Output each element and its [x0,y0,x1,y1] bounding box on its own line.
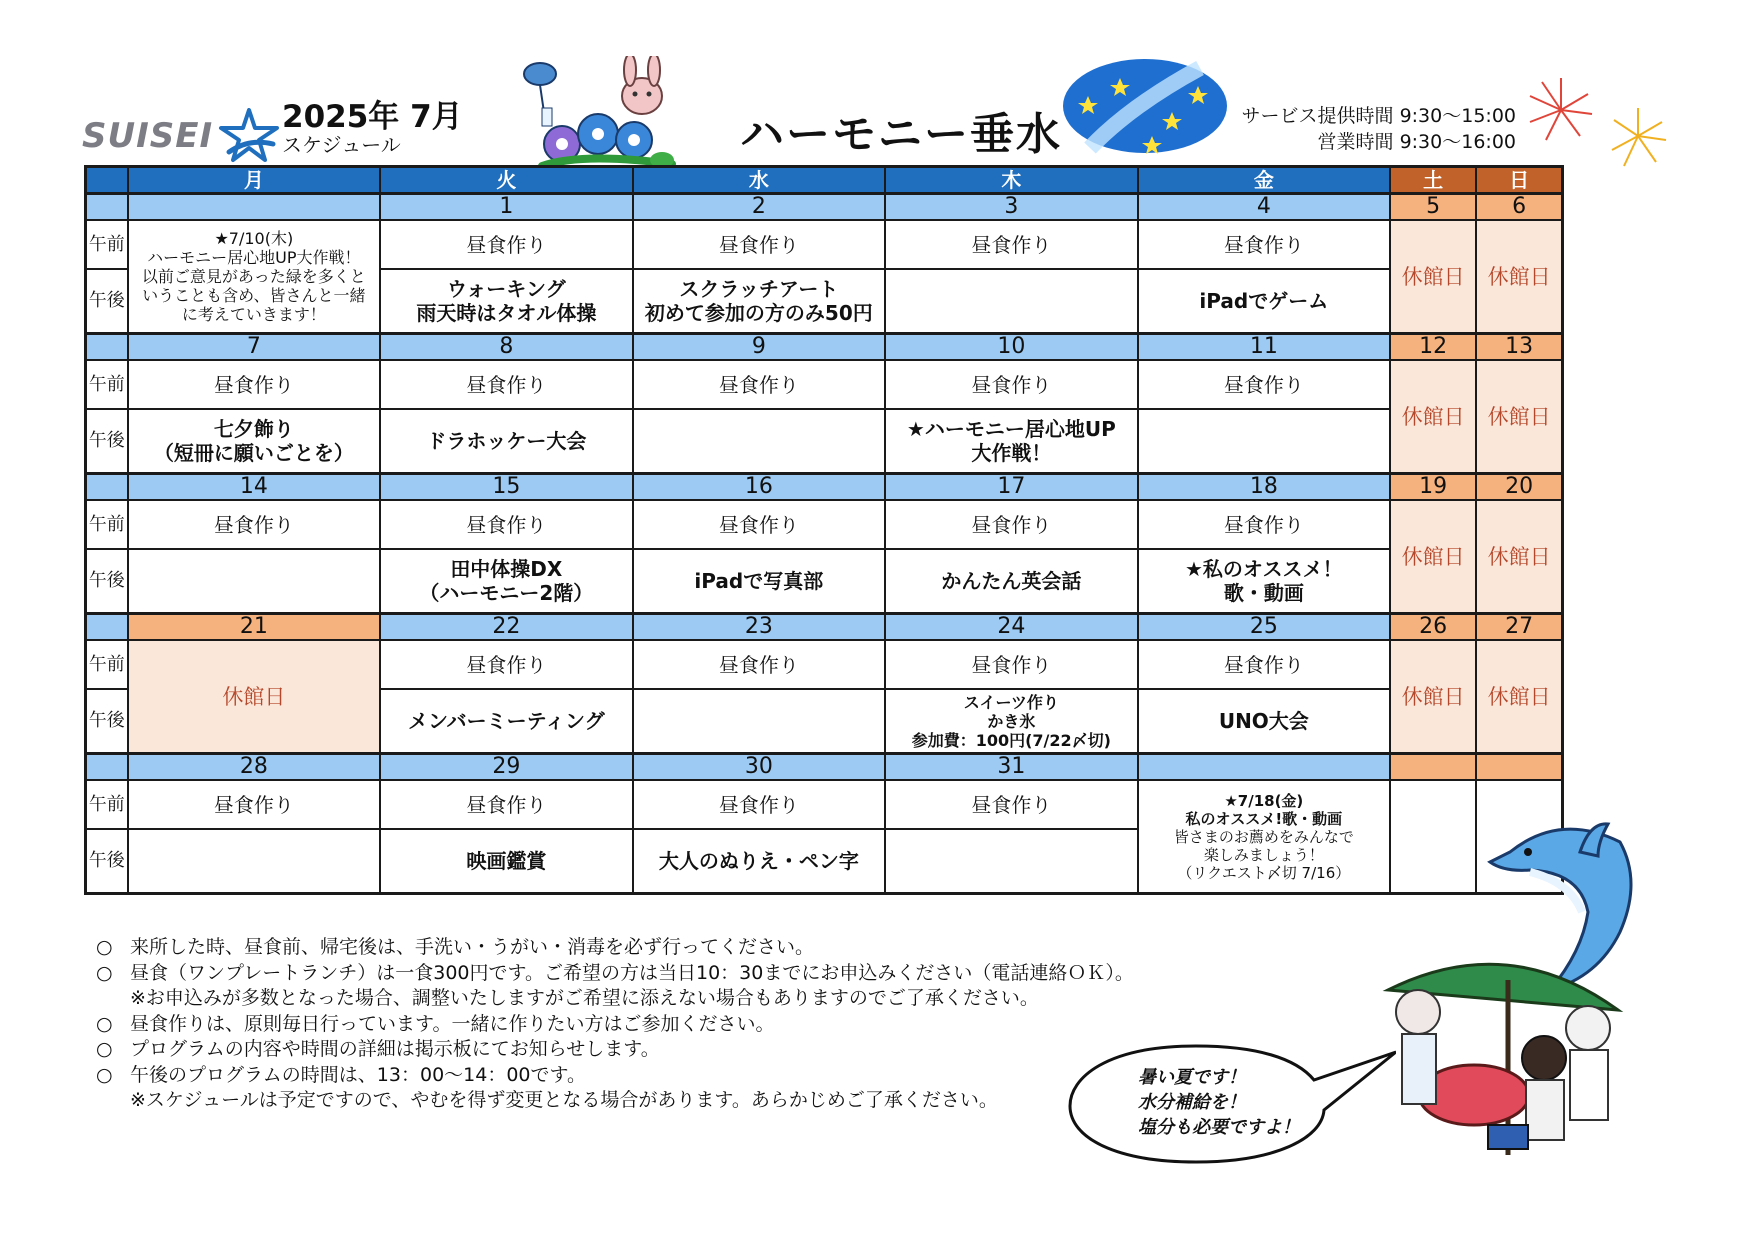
note-text: 昼食（ワンプレートランチ）は一食300円です。ご希望の方は当日10：30までにお申込みください（電話連絡ＯＫ）。 [130,961,1134,984]
year-month: 2025年 7月 [282,99,463,135]
activity-cell: ドラホッケー大会 [380,409,633,474]
date-cell: 27 [1476,614,1562,641]
activity-cell [885,689,1138,754]
activity-cell: メンバーミーティング [380,689,633,754]
note-text: 来所した時、昼食前、帰宅後は、手洗い・うがい・消毒を必ず行ってください。 [130,936,815,958]
slot-label-am: 午前 [86,640,128,689]
event-note-cell [128,220,381,334]
date-spacer [86,614,128,641]
closed-cell: 休館日 [1476,500,1562,614]
date-cell: 31 [885,754,1138,781]
dow-sat: 土 [1390,167,1476,194]
date-cell: 24 [885,614,1138,641]
date-cell: 18 [1138,474,1391,501]
date-cell: 26 [1390,614,1476,641]
note-line: （リクエスト〆切 7/16） [1177,863,1351,882]
date-cell [1138,754,1391,781]
pm-row [86,549,1563,614]
closed-cell: 休館日 [1476,640,1562,754]
activity-line: 歌・動画 [1223,581,1304,605]
date-cell [128,194,381,221]
activity-cell: 昼食作り [380,640,633,689]
activity-cell [128,549,381,614]
activity-line: 参加費：100円(7/22〆切) [911,730,1111,750]
activity-line: ★私のオススメ！ [1184,557,1343,581]
activity-cell [1138,549,1391,614]
empty-cell [1390,780,1476,894]
activity-line: かき氷 [987,711,1036,731]
bullet-circle-icon: ○ [96,1012,113,1035]
bubble-line: 暑い夏です！ [1138,1067,1246,1088]
suisei-logo [82,108,281,164]
activity-cell [633,409,886,474]
bubble-text [1138,1065,1300,1140]
date-row [86,614,1563,641]
closed-cell: 休館日 [1476,220,1562,334]
activity-cell: 昼食作り [1138,640,1391,689]
slot-label-am: 午前 [86,360,128,409]
note-text: 午後のプログラムの時間は、13：00～14：00です。 [130,1063,586,1086]
note-line: 以前ご意見があった緑を多くと [141,267,366,286]
date-cell: 10 [885,334,1138,361]
activity-cell: 昼食作り [128,500,381,549]
date-cell: 12 [1390,334,1476,361]
note-item [96,986,1276,1012]
date-row [86,334,1563,361]
slot-label-pm: 午後 [86,269,128,334]
slot-label-am: 午前 [86,780,128,829]
date-cell: 30 [633,754,886,781]
activity-line: 大作戦！ [971,441,1052,465]
note-item [96,1012,1276,1038]
date-cell: 13 [1476,334,1562,361]
slot-label-am: 午前 [86,500,128,549]
note-text: ※スケジュールは予定ですので、やむを得ず変更となる場合があります。あらかじめご了承ください。 [130,1089,998,1111]
date-cell [1476,754,1562,781]
activity-cell: 昼食作り [380,500,633,549]
date-spacer [86,754,128,781]
bunny-morning-glory-illustration [522,56,712,176]
activity-line: 田中体操DX [450,557,563,581]
date-cell: 28 [128,754,381,781]
dow-tue: 火 [380,167,633,194]
activity-cell: iPadでゲーム [1138,269,1391,334]
closed-cell: 休館日 [1390,360,1476,474]
event-note-cell [1138,780,1391,894]
note-item [96,935,1276,961]
note-text: ※お申込みが多数となった場合、調整いたしますがご希望に添えない場合もありますのでご了承ください。 [130,987,1039,1009]
day-of-week-header [86,167,1563,194]
activity-cell: 昼食作り [633,220,886,269]
beach-characters-illustration [1358,950,1658,1155]
activity-cell: 映画鑑賞 [380,829,633,894]
date-cell: 4 [1138,194,1391,221]
closed-cell: 休館日 [1390,640,1476,754]
date-cell: 14 [128,474,381,501]
activity-cell [1138,409,1391,474]
bullet-circle-icon: ○ [96,961,113,984]
activity-line: スイーツ作り [963,692,1059,712]
activity-cell: 昼食作り [885,500,1138,549]
note-line: 楽しみましょう！ [1203,845,1324,864]
activity-cell [380,269,633,334]
note-line: に考えていきます！ [181,305,326,324]
star-logo-icon [217,108,281,164]
date-cell: 5 [1390,194,1476,221]
am-row [86,220,1563,269]
activity-line: ウォーキング [447,277,566,301]
activity-cell: 昼食作り [885,640,1138,689]
date-cell: 16 [633,474,886,501]
date-row [86,194,1563,221]
slot-label-pm: 午後 [86,409,128,474]
date-cell: 9 [633,334,886,361]
activity-line: 七夕飾り [213,417,294,441]
corner-cell [86,167,128,194]
date-row [86,754,1563,781]
date-cell: 25 [1138,614,1391,641]
activity-line: ★ハーモニー居心地UP [906,417,1116,441]
dow-wed: 水 [633,167,886,194]
activity-cell: 昼食作り [633,780,886,829]
date-row [86,474,1563,501]
activity-line: （短冊に願いごとを） [153,441,354,465]
service-hours-text: サービス提供時間 9:30～15:00 [1241,105,1516,127]
activity-line: 初めて参加の方のみ50円 [644,301,873,325]
closed-cell: 休館日 [1390,220,1476,334]
note-text: 昼食作りは、原則毎日行っています。一緒に作りたい方はご参加ください。 [130,1012,775,1035]
activity-cell: UNO大会 [1138,689,1391,754]
bullet-circle-icon: ○ [96,936,113,958]
date-spacer [86,474,128,501]
bullet-circle-icon: ○ [96,1063,113,1086]
note-line: ハーモニー居心地UP大作戦！ [147,248,361,267]
date-spacer [86,194,128,221]
activity-cell: 大人のぬりえ・ペン字 [633,829,886,894]
activity-cell: 昼食作り [633,640,886,689]
closed-cell: 休館日 [1390,500,1476,614]
date-cell: 22 [380,614,633,641]
bubble-line: 塩分も必要ですよ！ [1138,1117,1300,1138]
dow-mon: 月 [128,167,381,194]
am-row [86,360,1563,409]
bubble-line: 水分補給を！ [1138,1092,1246,1113]
activity-cell: 昼食作り [633,500,886,549]
closed-cell: 休館日 [128,640,381,754]
date-cell: 6 [1476,194,1562,221]
activity-line: スクラッチアート [679,277,839,301]
date-cell: 20 [1476,474,1562,501]
activity-cell: 昼食作り [1138,220,1391,269]
note-text: プログラムの内容や時間の詳細は掲示板にてお知らせします。 [130,1038,660,1060]
note-item [96,961,1276,987]
activity-cell: 昼食作り [380,360,633,409]
activity-cell: 昼食作り [380,220,633,269]
activity-cell [128,829,381,894]
business-hours-text: 営業時間 9:30～16:00 [1317,131,1516,153]
activity-cell: 昼食作り [633,360,886,409]
date-cell: 3 [885,194,1138,221]
activity-cell: 昼食作り [885,360,1138,409]
note-line: ★7/18(金) [1224,791,1304,810]
date-cell: 7 [128,334,381,361]
activity-cell [885,409,1138,474]
date-cell: 17 [885,474,1138,501]
activity-cell [885,269,1138,334]
slot-label-am: 午前 [86,220,128,269]
activity-cell: 昼食作り [1138,500,1391,549]
activity-line: （ハーモニー2階） [419,581,594,605]
page-title: ハーモニー垂水 [740,109,1062,160]
slot-label-pm: 午後 [86,689,128,754]
activity-cell [128,409,381,474]
date-cell: 2 [633,194,886,221]
activity-cell: 昼食作り [380,780,633,829]
schedule-label: スケジュール [282,133,401,157]
closed-cell: 休館日 [1476,360,1562,474]
date-spacer [86,334,128,361]
activity-cell: iPadで写真部 [633,549,886,614]
date-cell: 21 [128,614,381,641]
milky-way-illustration [1060,56,1230,156]
logo-text: SUISEI [82,116,214,156]
activity-cell [633,269,886,334]
activity-cell: 昼食作り [1138,360,1391,409]
note-line: 皆さまのお薦めをみんなで [1173,827,1354,846]
dow-fri: 金 [1138,167,1391,194]
date-cell: 23 [633,614,886,641]
activity-cell [380,549,633,614]
note-line: 私のオススメ!歌・動画 [1185,809,1343,828]
note-line: ★7/10(木) [214,229,294,248]
slot-label-pm: 午後 [86,549,128,614]
date-cell: 11 [1138,334,1391,361]
am-row [86,780,1563,829]
date-cell: 1 [380,194,633,221]
fireworks-illustration [1516,70,1676,180]
slot-label-pm: 午後 [86,829,128,894]
activity-line: 雨天時はタオル体操 [416,301,597,325]
am-row [86,500,1563,549]
schedule-calendar [84,165,1564,895]
activity-cell: かんたん英会話 [885,549,1138,614]
bullet-circle-icon: ○ [96,1038,113,1060]
activity-cell [633,689,886,754]
service-hours [1240,103,1516,155]
activity-cell: 昼食作り [128,360,381,409]
dow-thu: 木 [885,167,1138,194]
date-cell [1390,754,1476,781]
activity-cell: 昼食作り [128,780,381,829]
dow-sun: 日 [1476,167,1562,194]
date-cell: 19 [1390,474,1476,501]
note-line: いうことも含め、皆さんと一緒 [142,286,366,305]
activity-cell [885,829,1138,894]
activity-cell: 昼食作り [885,220,1138,269]
pm-row [86,409,1563,474]
am-row [86,640,1563,689]
date-cell: 15 [380,474,633,501]
activity-cell: 昼食作り [885,780,1138,829]
date-cell: 8 [380,334,633,361]
date-cell: 29 [380,754,633,781]
title-block [282,100,463,156]
